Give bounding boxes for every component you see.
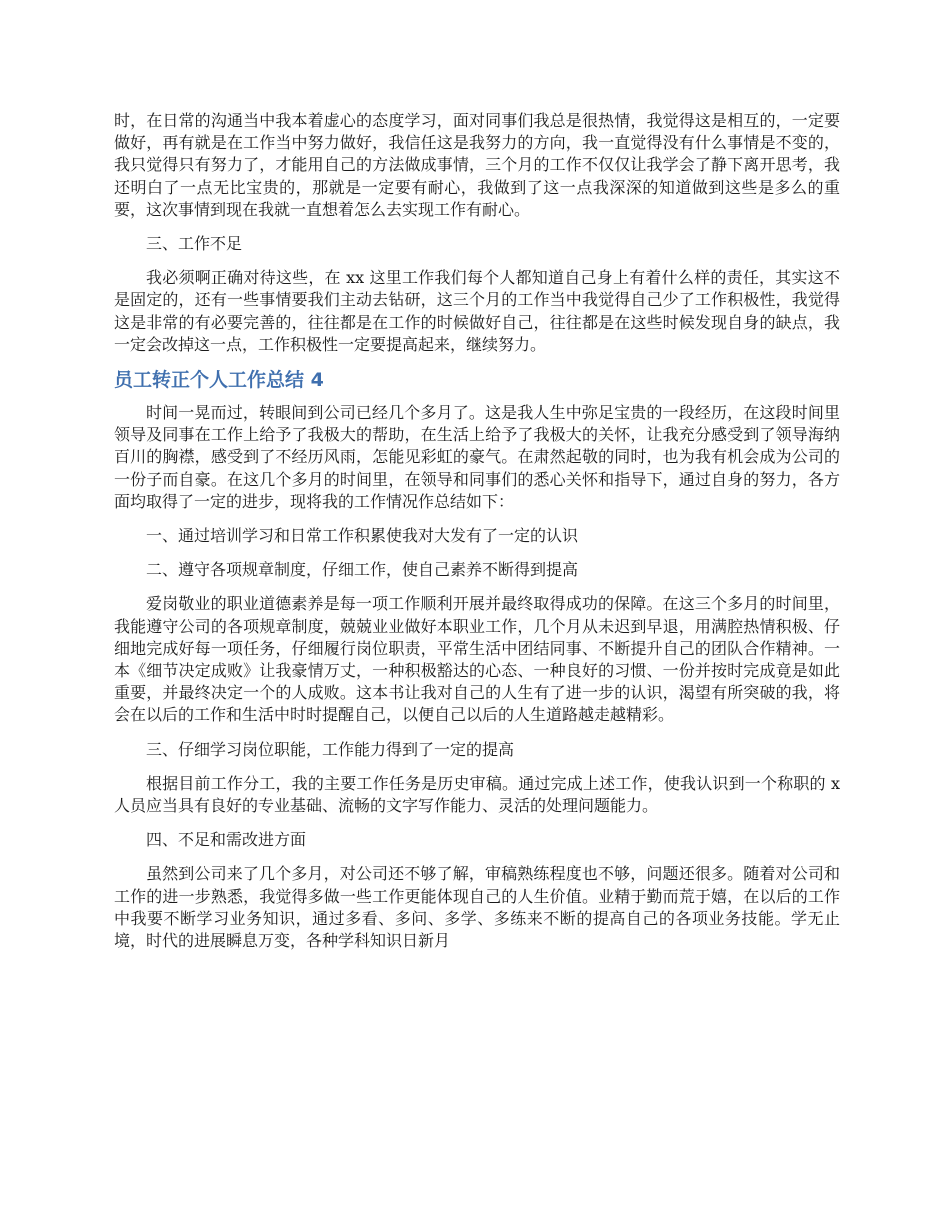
document-page: [114, 110, 840, 964]
subheading-work-shortcomings: 三、工作不足: [146, 234, 243, 254]
paragraph-dedication: 爱岗敬业的职业道德素养是每一项工作顺利开展并最终取得成功的保障。在这三个多月的时间里，我能遵守公司的各项规章制度，兢兢业业做好本职业工作，几个月从未迟到早退，用满腔热情积极、仔细地完成好每一项任务，仔细履行岗位职责，平常生活中团结同事、不断提升自己的团队合作精神。一本《细节决定成败》让我豪情万丈，一种积极豁达的心态、一种良好的习惯、一份并按时完成竟是如此重要，并最终决定一个的人成败。这本书让我对自己的人生有了进一步的认识，渴望有所突破的我，将会在以后的工作和生活中时时提醒自己，以便自己以后的人生道路越走越精彩。: [114, 594, 840, 725]
paragraph-improvements: 虽然到公司来了几个多月，对公司还不够了解，审稿熟练程度也不够，问题还很多。随着对公司和工作的进一步熟悉，我觉得多做一些工作更能体现自己的人生价值。业精于勤而荒于嬉，在以后的工作中我要不断学习业务知识，通过多看、多问、多学、多练来不断的提高自己的各项业务技能。学无止境，时代的进展瞬息万变，各种学科知识日新月: [114, 864, 840, 951]
section-title: 员工转正个人工作总结 4: [114, 369, 324, 392]
paragraph-job-functions: 根据目前工作分工，我的主要工作任务是历史审稿。通过完成上述工作，使我认识到一个称职的 x 人员应当具有良好的专业基础、流畅的文字写作能力、灵活的处理问题能力。: [114, 773, 840, 816]
subheading-training: 一、通过培训学习和日常工作积累使我对大发有了一定的认识: [146, 526, 579, 546]
subheading-job-functions: 三、仔细学习岗位职能，工作能力得到了一定的提高: [146, 739, 515, 759]
paragraph-shortcomings: 我必须啊正确对待这些，在 xx 这里工作我们每个人都知道自己身上有着什么样的责任，其实这不是固定的，还有一些事情要我们主动去钻研，这三个月的工作当中我觉得自己少了工作积极性，我觉得这是非常的有必要完善的，往往都是在工作的时候做好自己，往往都是在这些时候发现自身的缺点，我一定会改掉这一点，工作积极性一定要提高起来，继续努力。: [114, 268, 840, 354]
subheading-rules: 二、遵守各项规章制度，仔细工作，使自己素养不断得到提高: [146, 560, 579, 580]
paragraph-continued: 时，在日常的沟通当中我本着虚心的态度学习，面对同事们我总是很热情，我觉得这是相互的，一定要做好，再有就是在工作当中努力做好，我信任这是我努力的方向，我一直觉得没有什么事情是不变的，我只觉得只有努力了，才能用自己的方法做成事情，三个月的工作不仅仅让我学会了静下离开思考，我还明白了一点无比宝贵的，那就是一定要有耐心，我做到了这一点我深深的知道做到这些是多么的重要，这次事情到现在我就一直想着怎么去实现工作有耐心。: [114, 111, 840, 219]
paragraph-opening: 时间一晃而过，转眼间到公司已经几个多月了。这是我人生中弥足宝贵的一段经历，在这段时间里领导及同事在工作上给予了我极大的帮助，在生活上给予了我极大的关怀，让我充分感受到了领导海纳百川的胸襟，感受到了不经历风雨，怎能见彩虹的豪气。在肃然起敬的同时，也为我有机会成为公司的一份子而自豪。在这几个多月的时间里，在领导和同事们的悉心关怀和指导下，通过自身的努力，各方面均取得了一定的进步，现将我的工作情况作总结如下：: [114, 403, 840, 511]
subheading-improvements: 四、不足和需改进方面: [146, 830, 307, 850]
